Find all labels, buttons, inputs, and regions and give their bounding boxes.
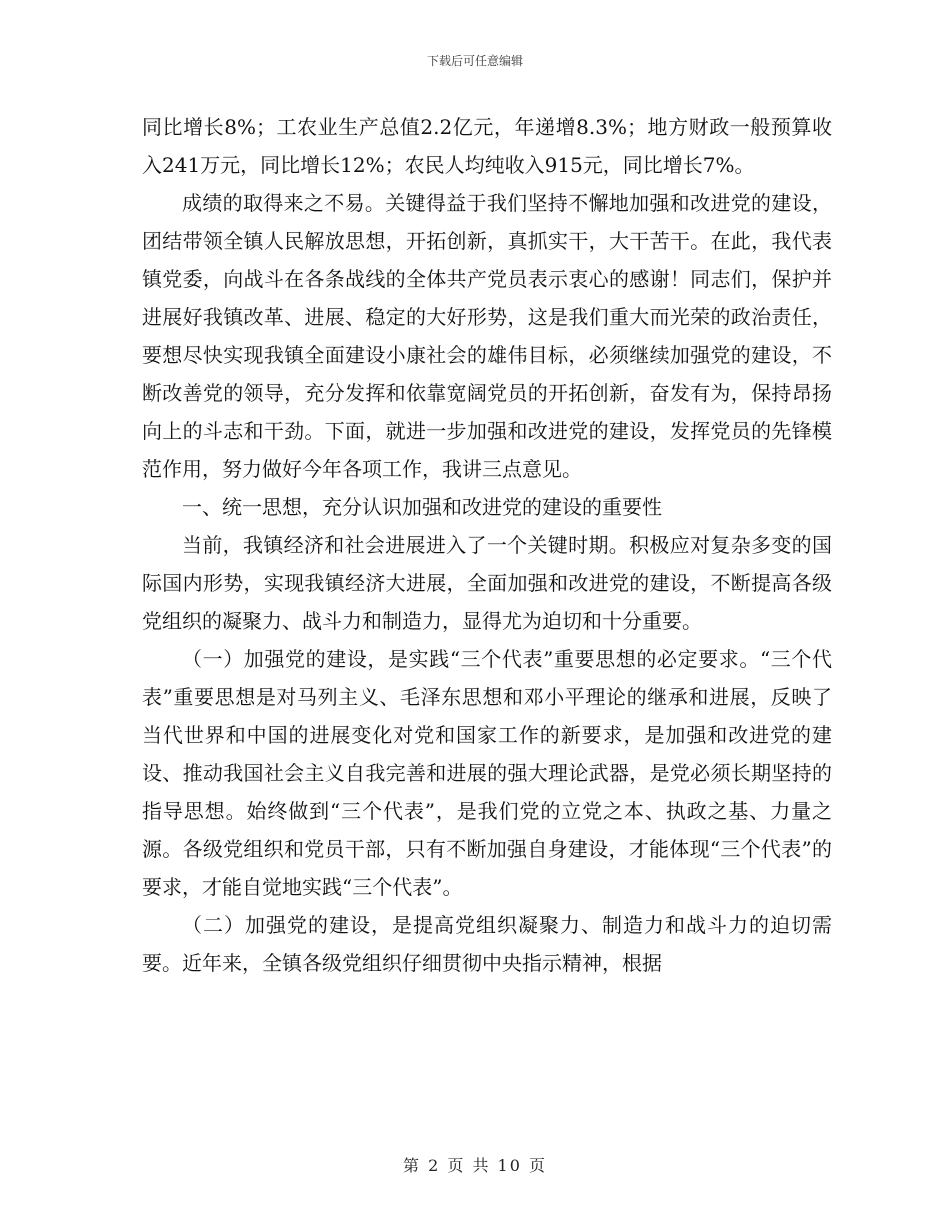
- page-header: 下载后可任意编辑: [426, 54, 523, 68]
- section-heading-1: 一、统一思想，充分认识加强和改进党的建设的重要性: [182, 495, 662, 519]
- paragraph-continuation: 同比增长8%；工农业生产总值2.2亿元，年递增8.3%；地方财政一般预算收入241万元，同比增长12%；农民人均纯收入915元，同比增长7%。: [142, 115, 832, 177]
- page-number-footer: 第 2 页 共 10 页: [403, 1156, 547, 1175]
- paragraph-current-situation: 当前，我镇经济和社会进展进入了一个关键时期。积极应对复杂多变的国际国内形势，实现我镇经济大进展，全面加强和改进党的建设，不断提高各级党组织的凝聚力、战斗力和制造力，显得尤为迫切和十分重要。: [142, 533, 832, 633]
- paragraph-point-2: （二）加强党的建设，是提高党组织凝聚力、制造力和战斗力的迫切需要。近年来，全镇各级党组织仔细贯彻中央指示精神，根据: [142, 913, 832, 975]
- document-body: [142, 108, 832, 982]
- paragraph-point-1: （一）加强党的建设，是实践“三个代表”重要思想的必定要求。“三个代表”重要思想是对马列主义、毛泽东思想和邓小平理论的继承和进展，反映了当代世界和中国的进展变化对党和国家工作的新要求，是加强和改进党的建设、推动我国社会主义自我完善和进展的强大理论武器，是党必须长期坚持的指导思想。始终做到“三个代表”，是我们党的立党之本、执政之基、力量之源。各级党组织和党员干部，只有不断加强自身建设，才能体现“三个代表”的要求，才能自觉地实践“三个代表”。: [142, 647, 832, 899]
- paragraph-achievements: 成绩的取得来之不易。关键得益于我们坚持不懈地加强和改进党的建设，团结带领全镇人民解放思想，开拓创新，真抓实干，大干苦干。在此，我代表镇党委，向战斗在各条战线的全体共产党员表示衷心的感谢！同志们，保护并进展好我镇改革、进展、稳定的大好形势，这是我们重大而光荣的政治责任，要想尽快实现我镇全面建设小康社会的雄伟目标，必须继续加强党的建设，不断改善党的领导，充分发挥和依靠宽阔党员的开拓创新，奋发有为，保持昂扬向上的斗志和干劲。下面，就进一步加强和改进党的建设，发挥党员的先锋模范作用，努力做好今年各项工作，我讲三点意见。: [142, 191, 832, 481]
